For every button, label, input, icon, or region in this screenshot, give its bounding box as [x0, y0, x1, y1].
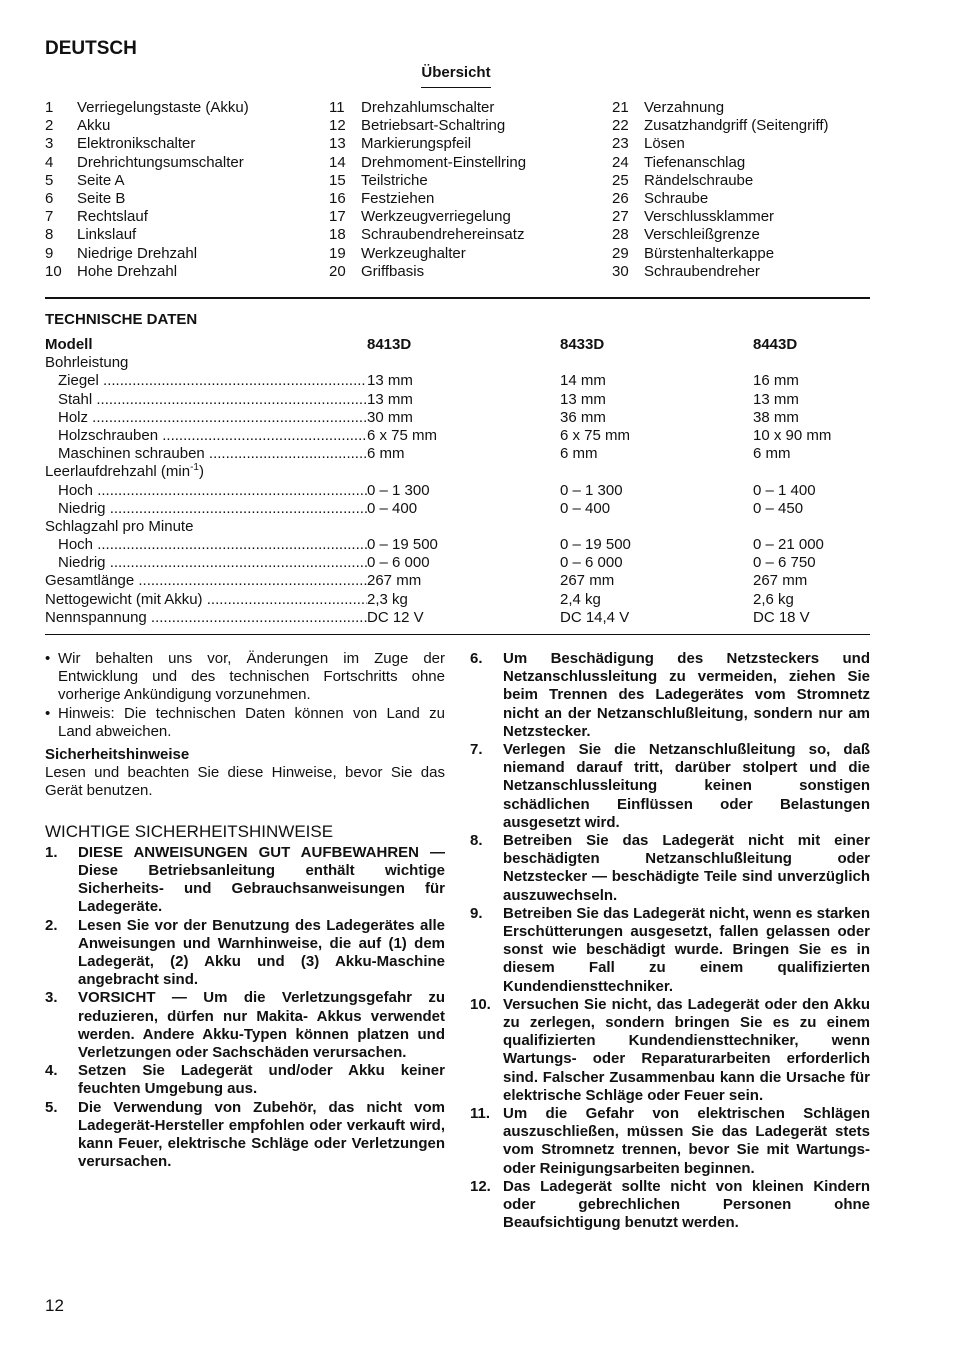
section-divider	[45, 297, 870, 299]
spec-group-row: Bohrleistung	[45, 354, 129, 372]
spec-row: Hoch ..... 0 – 19 500 0 – 19 500 0 – 21 000	[45, 536, 870, 554]
legend-item: 22 Zusatzhandgriff (Seitengriff)	[612, 117, 829, 135]
safety-item: 1. DIESE ANWEISUNGEN GUT AUFBEWAHREN — Diese Betriebsanleitung enthält wichtige Sicherheits- und Gebrauchsanweisungen für Ladegeräte.	[45, 843, 445, 916]
legend-item: 27 Verschlussklammer	[612, 208, 775, 226]
legend-item: 18 Schraubendrehereinsatz	[329, 226, 525, 244]
legend-item: 16 Festziehen	[329, 189, 435, 207]
spec-row: Gesamtlänge ..... 267 mm 267 mm 267 mm	[45, 572, 870, 590]
legend-item: 7 Rechtslauf	[45, 208, 148, 226]
safety-text: Lesen und beachten Sie diese Hinweise, bevor Sie das Gerät benutzen.	[45, 764, 445, 800]
legend-item: 17 Werkzeugverriegelung	[329, 208, 511, 226]
legend-column-2	[329, 99, 526, 281]
safety-item: 2. Lesen Sie vor der Benutzung des Ladegerätes alle Anweisungen und Warnhinweise, die auf (1) dem Ladegerät, (2) Akku und (3) Akku-Maschine angebracht sind.	[45, 916, 445, 989]
right-column	[470, 650, 870, 1233]
safety-item: 9. Betreiben Sie das Ladegerät nicht, wenn es starken Erschütterungen ausgesetzt, fallen gelassen oder sonst wie beschädigt wurde. Bringen Sie es in diesem Fall zu einem qualifizierten Kundendiensttechniker.	[470, 904, 870, 995]
legend-item: 24 Tiefenanschlag	[612, 153, 746, 171]
legend-item: 6 Seite B	[45, 189, 126, 207]
legend-item: 1 Verriegelungstaste (Akku)	[45, 99, 249, 116]
legend-item: 2 Akku	[45, 117, 111, 135]
spec-row: Nettogewicht (mit Akku) ..... 2,3 kg 2,4 kg 2,6 kg	[45, 591, 870, 609]
safety-heading: Sicherheitshinweise	[45, 746, 190, 764]
legend-column-1	[45, 99, 249, 281]
legend-item: 14 Drehmoment-Einstellring	[329, 153, 527, 171]
safety-item: 11. Um die Gefahr von elektrischen Schlägen auszuschließen, müssen Sie das Ladegerät stets vom Stromnetz trennen, bevor Sie mit Wartungs- oder Reinigungsarbeiten beginnen.	[470, 1105, 870, 1177]
legend-item: 30 Schraubendreher	[612, 262, 760, 280]
legend-item: 8 Linkslauf	[45, 226, 137, 244]
legend-item: 23 Lösen	[612, 135, 685, 153]
spec-row: Nennspannung ..... DC 12 V DC 14,4 V DC 18 V	[45, 609, 870, 627]
legend-item: 19 Werkzeughalter	[329, 244, 466, 262]
language-heading: DEUTSCH	[45, 38, 137, 59]
safety-item: 10. Versuchen Sie nicht, das Ladegerät oder den Akku zu zerlegen, sondern bringen Sie es zu einem qualifizierten Kundendiensttechniker, wenn Wartungs- oder Reparaturarbeiten erforderlich sind. Falscher Zusammenbau kann die Ursache für elektrische Schläge oder Feuer sein.	[470, 995, 870, 1104]
tech-data-heading: TECHNISCHE DATEN	[45, 311, 198, 328]
safety-item: 8. Betreiben Sie das Ladegerät nicht mit einer beschädigten Netzanschlußleitung oder Netzstecker — beschädigte Teile sind unverzüglich auszuwechseln.	[470, 832, 870, 904]
spec-header-row: Modell 8413D 8433D 8443D	[45, 336, 798, 353]
legend-item: 3 Elektronikschalter	[45, 135, 196, 153]
spec-row: Niedrig ..... 0 – 400 0 – 400 0 – 450	[45, 500, 870, 518]
page-number: 12	[45, 1296, 64, 1315]
overview-title: Übersicht	[0, 64, 912, 88]
note-bullet: • Hinweis: Die technischen Daten können von Land zu Land abweichen.	[45, 704, 445, 740]
spec-row: Maschinen schrauben ..... 6 mm 6 mm 6 mm	[45, 445, 870, 463]
safety-item: 3. VORSICHT — Um die Verletzungsgefahr zu reduzieren, dürfen nur Makita- Akkus verwendet werden. Andere Akku-Typen können platzen und Verletzungen oder Sachschäden verursachen.	[45, 989, 445, 1062]
spec-row: Holz ..... 30 mm 36 mm 38 mm	[45, 409, 870, 427]
legend-item: 28 Verschleißgrenze	[612, 226, 760, 244]
legend-column-3	[612, 99, 829, 281]
legend-item: 21 Verzahnung	[612, 99, 725, 116]
spec-row: Stahl ..... 13 mm 13 mm 13 mm	[45, 391, 870, 409]
spec-row: Hoch ..... 0 – 1 300 0 – 1 300 0 – 1 400	[45, 482, 870, 500]
legend-item: 4 Drehrichtungsumschalter	[45, 153, 244, 171]
left-column	[45, 650, 445, 1171]
legend-item: 5 Seite A	[45, 171, 125, 189]
legend-item: 10 Hohe Drehzahl	[45, 262, 178, 280]
legend-item: 13 Markierungspfeil	[329, 135, 472, 153]
legend-item: 12 Betriebsart-Schaltring	[329, 117, 506, 135]
safety-item: 4. Setzen Sie Ladegerät und/oder Akku keiner feuchten Umgebung aus.	[45, 1062, 445, 1098]
spec-table	[45, 336, 870, 627]
legend-item: 29 Bürstenhalterkappe	[612, 244, 775, 262]
section-divider	[45, 634, 870, 635]
spec-group-row: Schlagzahl pro Minute	[45, 517, 194, 535]
safety-item: 12. Das Ladegerät sollte nicht von kleinen Kindern oder gebrechlichen Personen ohne Beaufsichtigung benutzt werden.	[470, 1177, 870, 1232]
spec-group-row: Leerlaufdrehzahl $(\min^{-1})$	[45, 463, 204, 481]
safety-item: 6. Um Beschädigung des Netzsteckers und Netzanschlussleitung zu vermeiden, ziehen Sie beim Trennen des Ladegerätes vom Stromnetz nicht an der Netzanschlußleitung, sondern nur am Netzstecker.	[470, 650, 870, 740]
legend-item: 25 Rändelschraube	[612, 171, 754, 189]
spec-row: Ziegel ..... 13 mm 14 mm 16 mm	[45, 372, 870, 390]
legend-item: 26 Schraube	[612, 189, 709, 207]
important-safety-heading: WICHTIGE SICHERHEITSHINWEISE	[45, 821, 334, 841]
legend-item: 11 Drehzahlumschalter	[329, 99, 495, 116]
spec-row: Holzschrauben ..... 6 x 75 mm 6 x 75 mm 10 x 90 mm	[45, 427, 870, 445]
spec-row: Niedrig ..... 0 – 6 000 0 – 6 000 0 – 6 750	[45, 554, 870, 572]
note-bullet: • Wir behalten uns vor, Änderungen im Zuge der Entwicklung und des technischen Fortschritts ohne vorherige Ankündigung vorzunehmen.	[45, 650, 445, 704]
legend-item: 9 Niedrige Drehzahl	[45, 244, 198, 262]
safety-item: 5. Die Verwendung von Zubehör, das nicht vom Ladegerät-Hersteller empfohlen oder verkauft wird, kann Feuer, elektrische Schläge oder Verletzungen verursachen.	[45, 1098, 445, 1171]
legend-item: 15 Teilstriche	[329, 171, 428, 189]
safety-item: 7. Verlegen Sie die Netzanschlußleitung so, daß niemand darauf tritt, darüber stolpert und die Netzanschlussleitung keinen sonstigen schädlichen Einflüssen oder Belastungen ausgesetzt wird.	[470, 741, 870, 831]
legend-item: 20 Griffbasis	[329, 262, 425, 280]
